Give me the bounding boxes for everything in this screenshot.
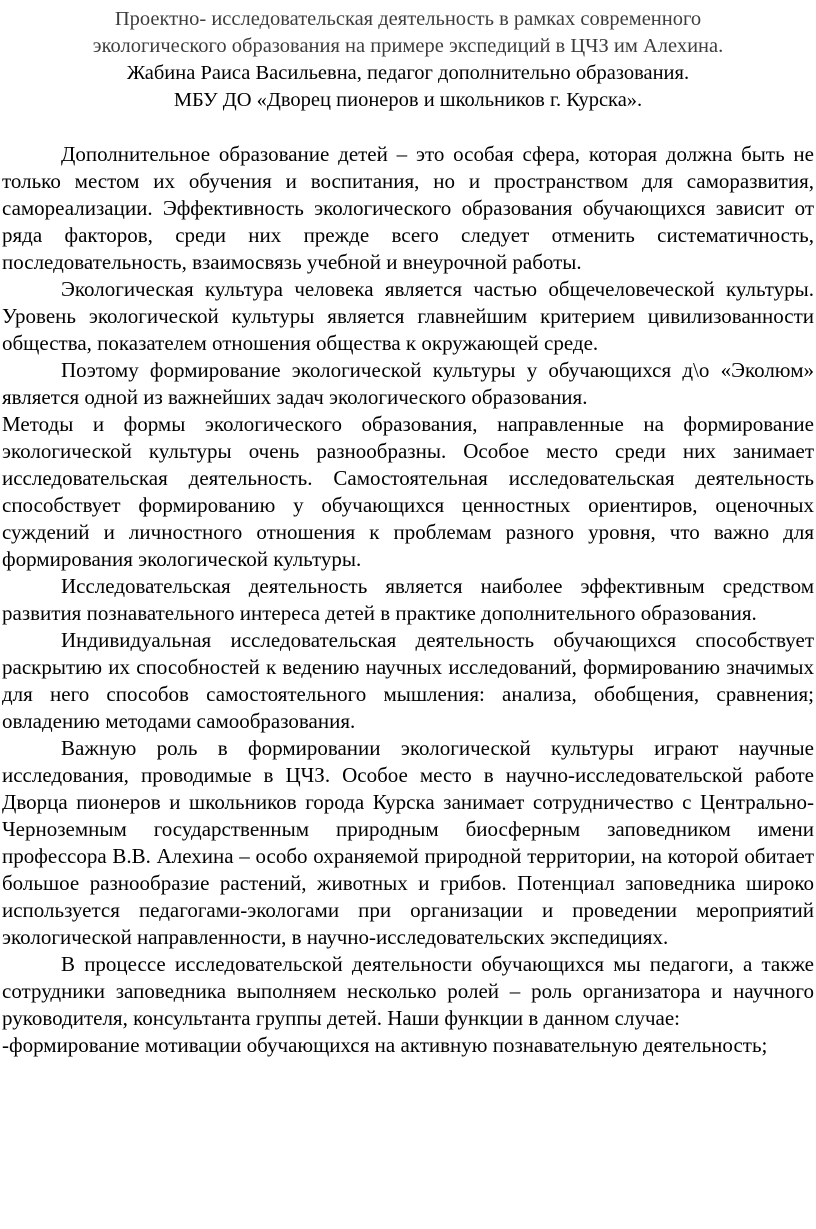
paragraph-5: Исследовательская деятельность является наиболее эффективным средством развития познавательного интереса детей в практике дополнительного образования. bbox=[2, 574, 814, 625]
title-line-2: экологического образования на примере экспедиций в ЦЧЗ им Алехина. bbox=[92, 35, 724, 57]
document-header bbox=[0, 6, 816, 114]
author-line: Жабина Раиса Васильевна, педагог дополнительно образования. bbox=[126, 62, 690, 84]
paragraph-4: Методы и формы экологического образования, направленные на формирование экологической культуры очень разнообразны. Особое место среди них занимает исследовательская деятельность. Самостоятельная исследовательская деятельность способствует формированию у обучающихся ценностных ориентиров, оценочных суждений и личностного отношения к проблемам разного уровня, что важно для формирования экологической культуры. bbox=[2, 412, 814, 571]
paragraph-6: Индивидуальная исследовательская деятельность обучающихся способствует раскрытию их способностей к ведению научных исследований, формированию значимых для него способов самостоятельного мышления: анализа, обобщения, сравнения; овладению методами самообразования. bbox=[2, 628, 814, 733]
header-spacer bbox=[0, 114, 816, 141]
paragraph-3: Поэтому формирование экологической культуры у обучающихся д\о «Эколюм» является одной из важнейших задач экологического образования. bbox=[2, 358, 814, 409]
institution-line: МБУ ДО «Дворец пионеров и школьников г. Курска». bbox=[173, 89, 643, 111]
title-line-1: Проектно- исследовательская деятельность в рамках современного bbox=[114, 8, 702, 30]
paragraph-8: В процессе исследовательской деятельности обучающихся мы педагоги, а также сотрудники заповедника выполняем несколько ролей – роль организатора и научного руководителя, консультанта группы детей. Наши функции в данном случае: bbox=[2, 952, 814, 1030]
paragraph-7: Важную роль в формировании экологической культуры играют научные исследования, проводимые в ЦЧЗ. Особое место в научно-исследовательской работе Дворца пионеров и школьников города Курска занимает сотрудничество с Центрально-Черноземным государственным природным биосферным заповедником имени профессора В.В. Алехина – особо охраняемой природной территории, на которой обитает большое разнообразие растений, животных и грибов. Потенциал заповедника широко используется педагогами-экологами при организации и проведении мероприятий экологической направленности, в научно-исследовательских экспедициях. bbox=[2, 736, 814, 949]
paragraph-1: Дополнительное образование детей – это особая сфера, которая должна быть не только местом их обучения и воспитания, но и пространством для саморазвития, самореализации. Эффективность экологического образования обучающихся зависит от ряда факторов, среди них прежде всего следует отменить систематичность, последовательность, взаимосвязь учебной и внеурочной работы. bbox=[2, 142, 814, 274]
paragraph-9: -формирование мотивации обучающихся на активную познавательную деятельность; bbox=[2, 1033, 768, 1057]
document-body bbox=[2, 141, 814, 1059]
paragraph-2: Экологическая культура человека является частью общечеловеческой культуры. Уровень экологической культуры является главнейшим критерием цивилизованности общества, показателем отношения общества к окружающей среде. bbox=[2, 277, 814, 355]
